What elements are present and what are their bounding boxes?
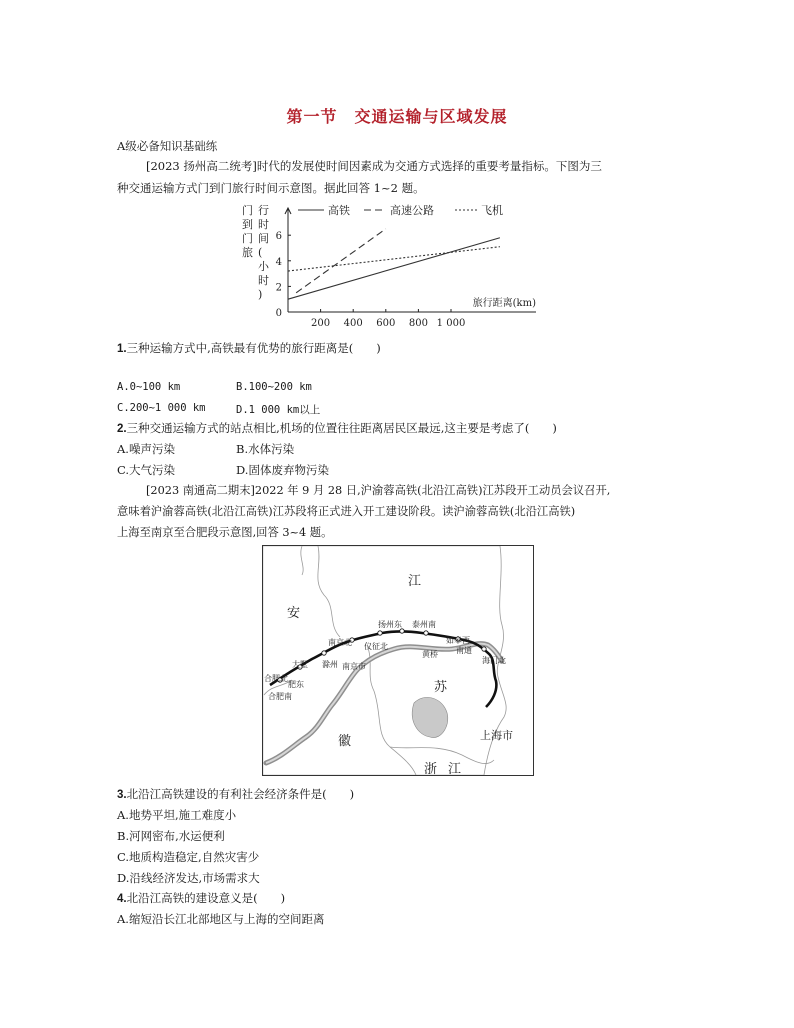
option: B.水体污染 — [236, 442, 295, 456]
y-axis-label-char: 间 — [258, 232, 269, 245]
station-label: 泰州南 — [412, 620, 436, 629]
level-label: A级必备知识基础练 — [117, 139, 218, 153]
option: C.200~1 000 km — [117, 402, 206, 414]
option: A.噪声污染 — [117, 442, 175, 456]
question-number: 2. — [117, 423, 127, 435]
question-number: 1. — [117, 343, 127, 355]
legend-label: 高速公路 — [390, 204, 434, 217]
intro1-line2: 种交通运输方式门到门旅行时间示意图。据此回答 1~2 题。 — [117, 181, 425, 195]
station-label: 扬州东 — [378, 620, 402, 629]
y-tick-label: 4 — [275, 256, 282, 268]
x-tick-label: 800 — [408, 318, 428, 329]
station-label: 南京北 — [328, 638, 352, 647]
station-label: 合肥北 — [264, 674, 288, 683]
option: C.地质构造稳定,自然灾害少 — [117, 850, 260, 864]
y-axis-label-char: 到 — [242, 218, 253, 231]
station-label: 仪征北 — [364, 642, 388, 651]
region-label: 江 — [448, 762, 462, 776]
station-label: 合肥南 — [268, 692, 292, 701]
y-axis-label-char: ) — [258, 288, 263, 301]
region-label: 苏 — [434, 680, 448, 695]
station-label: 滁州 — [322, 660, 338, 669]
y-tick-label: 0 — [275, 308, 282, 319]
y-axis-label-char: 门 — [242, 232, 253, 245]
intro2-line3: 上海至南京至合肥段示意图,回答 3~4 题。 — [117, 526, 333, 539]
y-axis-label-char: 门 — [242, 204, 253, 217]
y-axis-label-char: ( — [258, 246, 263, 259]
x-axis-label: 旅行距离(km) — [472, 298, 536, 309]
intro2-line2: 意味着沪渝蓉高铁(北沿江高铁)江苏段将正式进入开工建设阶段。读沪渝蓉高铁(北沿江高铁) — [117, 505, 576, 518]
station-label: 如皋西 — [446, 636, 470, 645]
station-label: 肥东 — [288, 680, 304, 689]
station-label: 大墅 — [292, 660, 308, 669]
question-2 — [117, 420, 557, 436]
x-tick-label: 1 000 — [436, 318, 466, 329]
question-number: 4. — [117, 893, 127, 905]
y-tick-label: 6 — [275, 231, 282, 243]
intro2-line1: [2023 南通高二期末]2022 年 9 月 28 日,沪渝蓉高铁(北沿江高铁)江苏段开工动员会议召开, — [146, 484, 611, 497]
y-tick-label: 2 — [275, 282, 282, 294]
region-label: 江 — [408, 574, 422, 589]
station-label: 黄桥 — [422, 650, 438, 659]
option: D.沿线经济发达,市场需求大 — [117, 871, 260, 885]
option: D.1 000 km以上 — [236, 404, 321, 416]
y-axis-label-char: 时 — [258, 274, 269, 287]
y-axis-label-char: 时 — [258, 218, 269, 231]
question-stem: 北沿江高铁建设的有利社会经济条件是( ) — [126, 787, 355, 801]
y-axis-label-char: 小 — [258, 260, 269, 273]
question-stem: 三种运输方式中,高铁最有优势的旅行距离是( ) — [126, 341, 381, 355]
region-label: 安 — [287, 606, 301, 621]
station-label: 海门北 — [482, 656, 506, 665]
question-4 — [117, 890, 285, 906]
railway-map — [262, 545, 534, 776]
intro1-line1: [2023 扬州高二统考]时代的发展使时间因素成为交通方式选择的重要考量指标。下图为三 — [146, 159, 602, 173]
page-title: 第一节 交通运输与区域发展 — [286, 107, 508, 126]
region-label: 浙 — [424, 762, 438, 776]
option: A.缩短沿长江北部地区与上海的空间距离 — [117, 912, 325, 926]
question-number: 3. — [117, 789, 127, 801]
station-label: 南京市 — [342, 662, 366, 671]
station-label: 上海市 — [480, 729, 513, 742]
series-line-高速公路 — [296, 229, 386, 293]
y-axis-label-char: 行 — [258, 204, 269, 217]
region-label: 徽 — [338, 734, 352, 749]
station-label: 南通 — [456, 646, 472, 655]
series-line-高铁 — [288, 238, 500, 299]
x-tick-label: 600 — [376, 318, 396, 329]
option: A.地势平坦,施工难度小 — [117, 808, 237, 822]
option: D.固体废弃物污染 — [236, 463, 329, 477]
question-stem: 北沿江高铁的建设意义是( ) — [126, 891, 286, 905]
option: B.100~200 km — [236, 381, 312, 393]
option: C.大气污染 — [117, 463, 176, 477]
legend-label: 高铁 — [328, 204, 350, 217]
question-3 — [117, 786, 354, 802]
x-tick-label: 200 — [311, 318, 331, 329]
x-tick-label: 400 — [343, 318, 363, 329]
question-stem: 三种交通运输方式的站点相比,机场的位置往往距离居民区最远,这主要是考虑了( ) — [126, 421, 557, 435]
legend-label: 飞机 — [481, 204, 503, 217]
travel-time-chart — [236, 198, 556, 333]
option: B.河网密布,水运便利 — [117, 829, 225, 843]
question-1 — [117, 340, 381, 356]
series-line-飞机 — [288, 247, 500, 271]
option: A.0~100 km — [117, 381, 181, 393]
y-axis-label-char: 旅 — [242, 246, 253, 259]
